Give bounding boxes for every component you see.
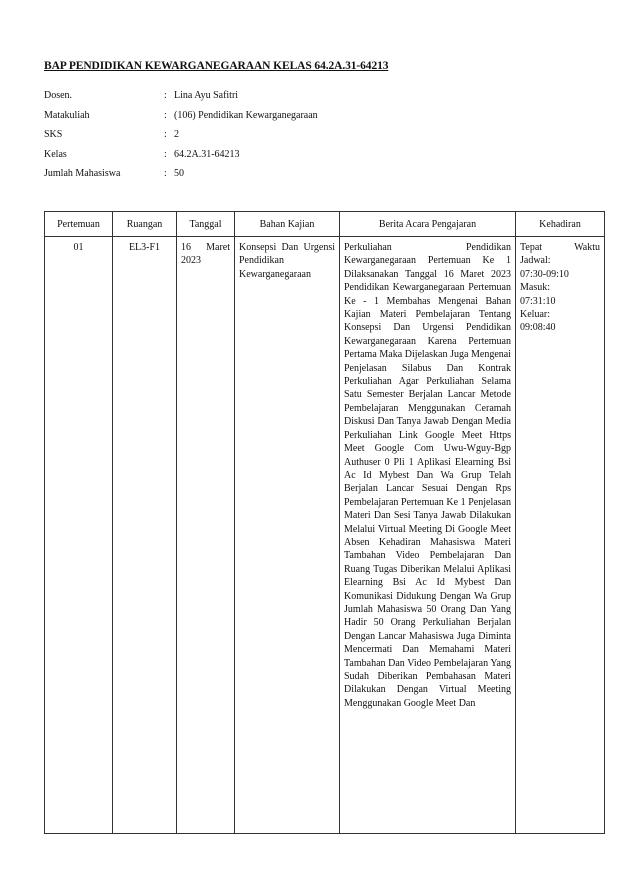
cell-tanggal: 16 Maret 2023 xyxy=(177,237,235,834)
cell-ruangan: EL3-F1 xyxy=(113,237,177,834)
header-pertemuan: Pertemuan xyxy=(45,212,113,237)
kehadiran-status: Tepat Waktu xyxy=(520,242,600,253)
cell-pertemuan: 01 xyxy=(45,237,113,834)
header-bahan-kajian: Bahan Kajian xyxy=(235,212,340,237)
cell-kehadiran xyxy=(516,237,605,834)
course-info xyxy=(44,90,318,188)
table-row xyxy=(45,237,605,834)
cell-berita-acara: Perkuliahan Pendidikan Kewarganegaraan Pertemuan Ke 1 Dilaksanakan Tanggal 16 Maret 2023 Pendidikan Kewarganegaraan Pertemuan Ke - 1 Membahas Mengenai Bahan Kajian Materi Pembelajaran Tentang Konsepsi Dan Urgensi Pendidikan Kewarganegaraan Karena Pertemuan Pertama Maka Dijelaskan Juga Mengenai Penjelasan Silabus Dan Kontrak Perkuliahan Agar Perkuliahan Selama Satu Semester Berjalan Lancar Metode Pembelajaran Menggunakan Ceramah Diskusi Dan Tanya Jawab Dengan Media Perkuliahan Link Google Meet Https Meet Google Com Uwu-Wguy-Bgp Authuser 0 Pli 1 Aplikasi Elearning Bsi Ac Id Mybest Dan Wa Grup Telah Berjalan Lancar Sesuai Dengan Rps Pembelajaran Pertemuan Ke 1 Penjelasan Materi Dan Sesi Tanya Jawab Dilakukan Melalui Virtual Meeting Di Google Meet Absen Kehadiran Mahasiswa Materi Tambahan Video Pembelajaran Dan Ruang Tugas Diberikan Melalui Aplikasi Elearning Bsi Ac Id Mybest Dan Komunikasi Didukung Dengan Wa Grup Jumlah Mahasiswa 50 Orang Dan Yang Hadir 50 Orang Perkuliahan Berjalan Dengan Lancar Mahasiswa Juga Diminta Mencermati Dan Memahami Materi Tambahan Dan Video Pembelajaran Yang Sudah Diberikan Pembahasan Materi Dilakukan Dengan Virtual Meeting Menggunakan Google Meet Dan xyxy=(340,237,516,834)
info-row-kelas xyxy=(44,149,318,169)
info-value: (106) Pendidikan Kewarganegaraan xyxy=(174,109,318,121)
info-label: Jumlah Mahasiswa xyxy=(44,168,121,179)
info-colon: : xyxy=(164,90,167,101)
header-tanggal: Tanggal xyxy=(177,212,235,237)
info-value: 64.2A.31-64213 xyxy=(174,148,240,160)
info-label: Dosen. xyxy=(44,90,73,101)
kehadiran-keluar-label: Keluar: xyxy=(520,309,550,321)
info-label: Matakuliah xyxy=(44,109,90,121)
header-ruangan: Ruangan xyxy=(113,212,177,237)
info-colon: : xyxy=(164,109,167,121)
header-kehadiran: Kehadiran xyxy=(516,212,605,237)
info-value: 2 xyxy=(174,129,179,140)
kehadiran-jadwal-label: Jadwal: xyxy=(520,255,551,267)
info-label: SKS xyxy=(44,129,63,140)
info-value: Lina Ayu Safitri xyxy=(174,90,239,101)
info-colon: : xyxy=(164,129,167,140)
info-colon: : xyxy=(164,168,167,179)
info-row-dosen xyxy=(44,90,318,110)
kehadiran-masuk-label: Masuk: xyxy=(520,282,550,294)
cell-bahan-kajian: Konsepsi Dan Urgensi Pendidikan Kewarganegaraan xyxy=(235,237,340,834)
table-header-row xyxy=(45,212,605,237)
info-value: 50 xyxy=(174,168,184,179)
kehadiran-keluar: 09:08:40 xyxy=(520,322,556,334)
document-title: BAP PENDIDIKAN KEWARGANEGARAAN KELAS 64.2A.31-64213 xyxy=(44,60,389,72)
info-row-jumlah-mahasiswa xyxy=(44,168,318,188)
info-row-sks xyxy=(44,129,318,149)
info-colon: : xyxy=(164,148,167,160)
bap-table xyxy=(44,211,605,834)
info-row-matakuliah xyxy=(44,110,318,130)
info-label: Kelas xyxy=(44,148,67,160)
kehadiran-jadwal: 07:30-09:10 xyxy=(520,268,569,280)
header-berita-acara: Berita Acara Pengajaran xyxy=(340,212,516,237)
kehadiran-masuk: 07:31:10 xyxy=(520,295,556,307)
